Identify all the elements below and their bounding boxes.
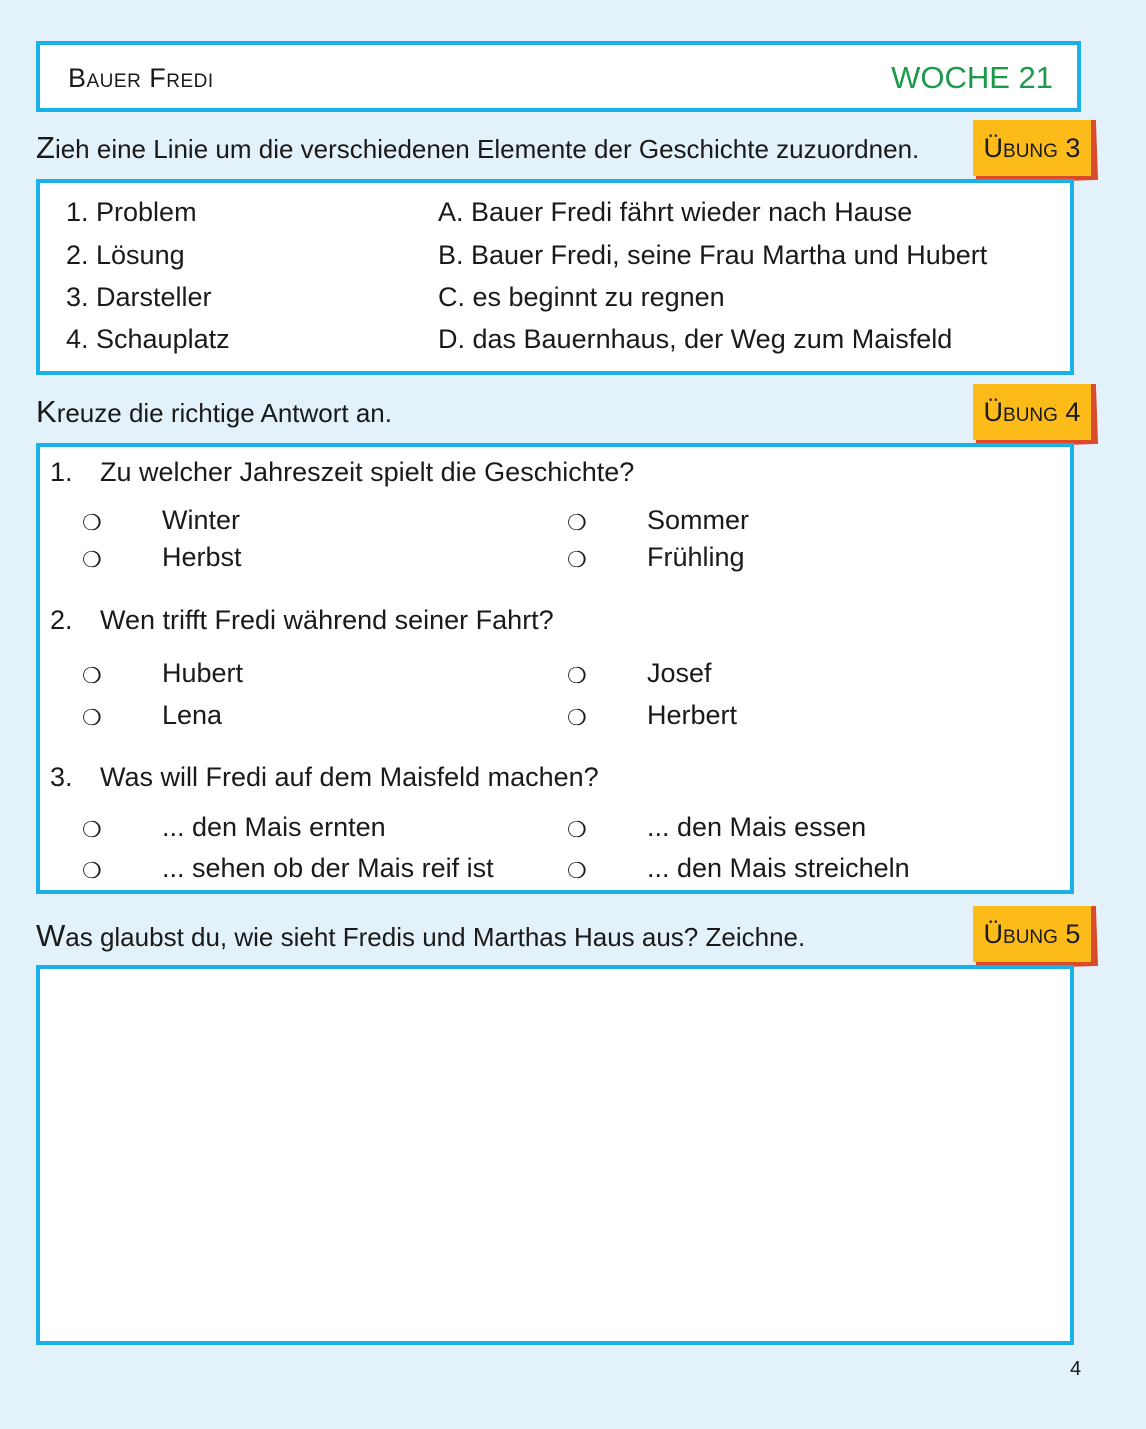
list-item-right: D. das Bauernhaus, der Weg zum Maisfeld (438, 324, 953, 354)
header-box (36, 41, 1081, 112)
answer-option: Frühling (647, 542, 745, 572)
radio-circle[interactable]: ❍ (567, 858, 587, 883)
exercise5-instruction (36, 918, 805, 954)
radio-circle[interactable]: ❍ (567, 705, 587, 730)
list-item-left: 2. Lösung (66, 240, 185, 270)
badge-label: Übung 4 (973, 384, 1091, 440)
exercise3-box (36, 179, 1074, 375)
radio-circle[interactable]: ❍ (567, 663, 587, 688)
answer-option: Sommer (647, 505, 750, 535)
answer-option: Winter (162, 505, 241, 535)
question-number: 1. (50, 457, 73, 487)
answer-option: ... den Mais ernten (162, 812, 386, 842)
exercise4-instruction (36, 394, 392, 430)
list-item-left: 3. Darsteller (66, 282, 212, 312)
question-text: Was will Fredi auf dem Maisfeld machen? (100, 762, 599, 792)
list-item-left: 1. Problem (66, 197, 197, 227)
radio-circle[interactable]: ❍ (82, 547, 102, 572)
instruction-initial: W (36, 918, 66, 953)
question-text: Wen trifft Fredi während seiner Fahrt? (100, 605, 554, 635)
list-item-right: A. Bauer Fredi fährt wieder nach Hause (438, 197, 913, 227)
answer-option: Herbst (162, 542, 242, 572)
radio-circle[interactable]: ❍ (567, 510, 587, 535)
list-item-right: B. Bauer Fredi, seine Frau Martha und Hubert (438, 240, 988, 270)
list-item-left: 4. Schauplatz (66, 324, 230, 354)
drawing-area[interactable] (36, 965, 1074, 1345)
radio-circle[interactable]: ❍ (567, 547, 587, 572)
answer-option: ... den Mais essen (647, 812, 867, 842)
answer-option: Josef (647, 658, 712, 688)
instruction-text: ieh eine Linie um die verschiedenen Elemente der Geschichte zuzuordnen. (54, 134, 920, 164)
answer-option: Herbert (647, 700, 738, 730)
week-label: WOCHE 21 (891, 60, 1053, 95)
badge-label: Übung 5 (973, 906, 1091, 962)
instruction-initial: K (36, 394, 57, 429)
instruction-initial: Z (36, 130, 55, 165)
instruction-text: as glaubst du, wie sieht Fredis und Marthas Haus aus? Zeichne. (65, 922, 806, 952)
badge-label: Übung 3 (973, 120, 1091, 176)
answer-option: ... den Mais streicheln (647, 853, 910, 883)
worksheet-title: Bauer Fredi (68, 63, 214, 93)
radio-circle[interactable]: ❍ (82, 705, 102, 730)
radio-circle[interactable]: ❍ (82, 663, 102, 688)
radio-circle[interactable]: ❍ (82, 858, 102, 883)
exercise5-badge (973, 906, 1097, 966)
instruction-text: reuze die richtige Antwort an. (56, 398, 392, 428)
radio-circle[interactable]: ❍ (82, 510, 102, 535)
question-text: Zu welcher Jahreszeit spielt die Geschichte? (100, 457, 635, 487)
question-number: 3. (50, 762, 73, 792)
answer-option: ... sehen ob der Mais reif ist (162, 853, 494, 883)
question-number: 2. (50, 605, 73, 635)
list-item-right: C. es beginnt zu regnen (438, 282, 725, 312)
answer-option: Hubert (162, 658, 244, 688)
exercise4-box (36, 443, 1074, 894)
exercise3-badge (973, 120, 1097, 180)
radio-circle[interactable]: ❍ (82, 817, 102, 842)
exercise4-badge (973, 384, 1097, 444)
answer-option: Lena (162, 700, 223, 730)
radio-circle[interactable]: ❍ (567, 817, 587, 842)
page-number: 4 (1070, 1358, 1082, 1380)
exercise3-instruction (36, 130, 919, 166)
